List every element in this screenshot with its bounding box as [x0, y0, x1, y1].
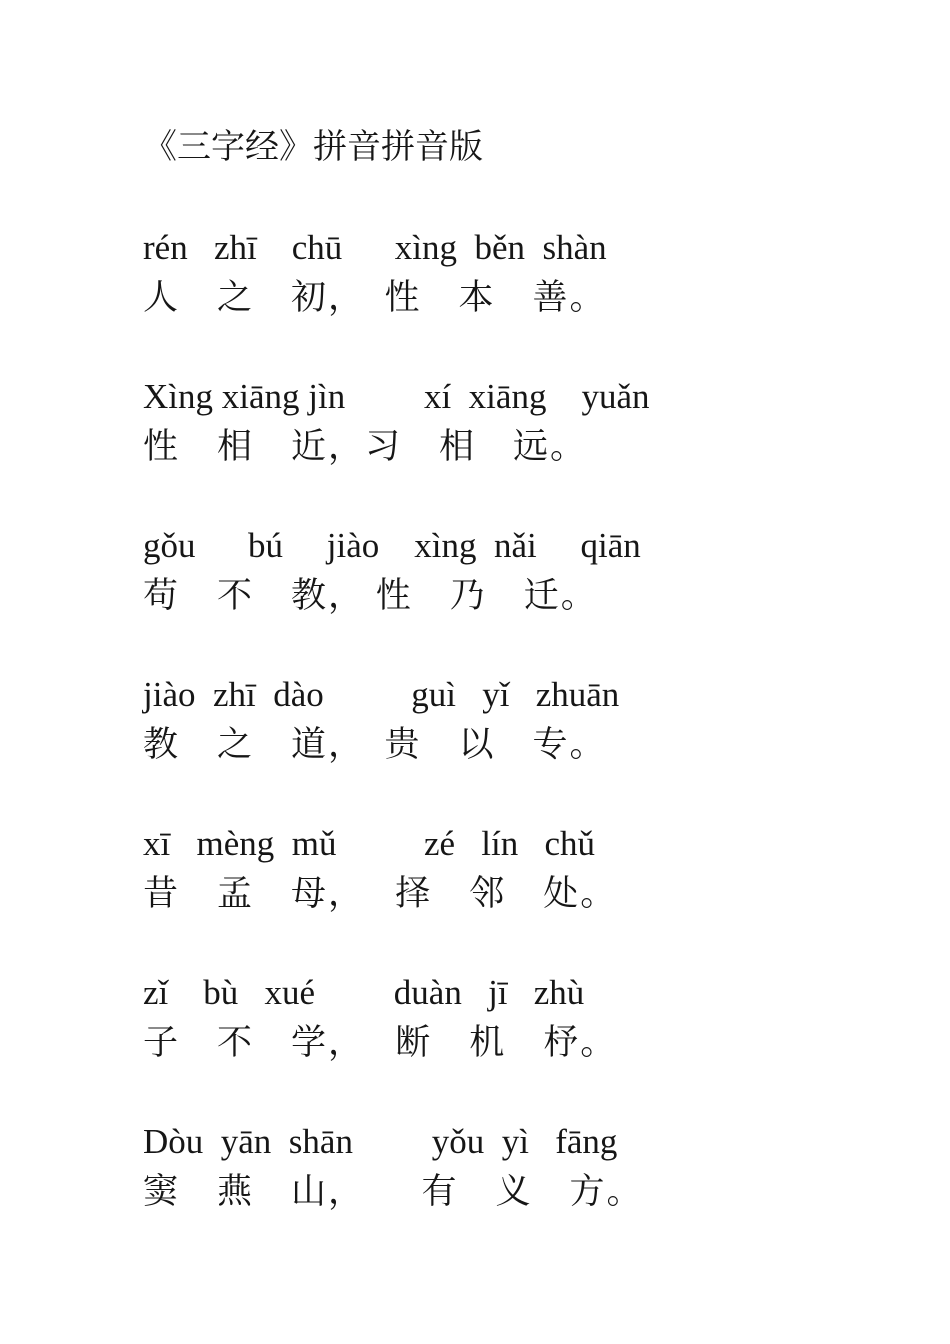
pinyin-line: gǒu bú jiào xìng nǎi qiān	[143, 526, 641, 565]
couplet	[143, 968, 910, 1068]
couplet	[143, 1117, 910, 1217]
hanzi-line: 人 之 初， 性 本 善。	[143, 278, 607, 317]
hanzi-line: 昔 孟 母， 择 邻 处。	[143, 874, 618, 913]
couplet	[143, 223, 910, 323]
pinyin-line: jiào zhī dào guì yǐ zhuān	[143, 675, 620, 714]
hanzi-line: 子 不 学， 断 机 杼。	[143, 1023, 618, 1062]
couplet	[143, 372, 910, 472]
page-title: 《三字经》拼音拼音版	[143, 129, 483, 166]
couplet	[143, 521, 910, 621]
couplet	[143, 670, 910, 770]
couplet-list	[143, 223, 910, 1217]
pinyin-line: Xìng xiāng jìn xí xiāng yuǎn	[143, 377, 650, 416]
hanzi-line: 窦 燕 山， 有 义 方。	[143, 1172, 644, 1211]
pinyin-line: rén zhī chū xìng běn shàn	[143, 228, 607, 267]
pinyin-line: Dòu yān shān yǒu yì fāng	[143, 1122, 618, 1161]
hanzi-line: 苟 不 教， 性 乃 迁。	[143, 576, 598, 615]
pinyin-line: xī mèng mǔ zé lín chǔ	[143, 824, 596, 863]
couplet	[143, 819, 910, 919]
hanzi-line: 教 之 道， 贵 以 专。	[143, 725, 607, 764]
pinyin-line: zǐ bù xué duàn jī zhù	[143, 973, 585, 1012]
hanzi-line: 性 相 近，习 相 远。	[143, 427, 588, 466]
